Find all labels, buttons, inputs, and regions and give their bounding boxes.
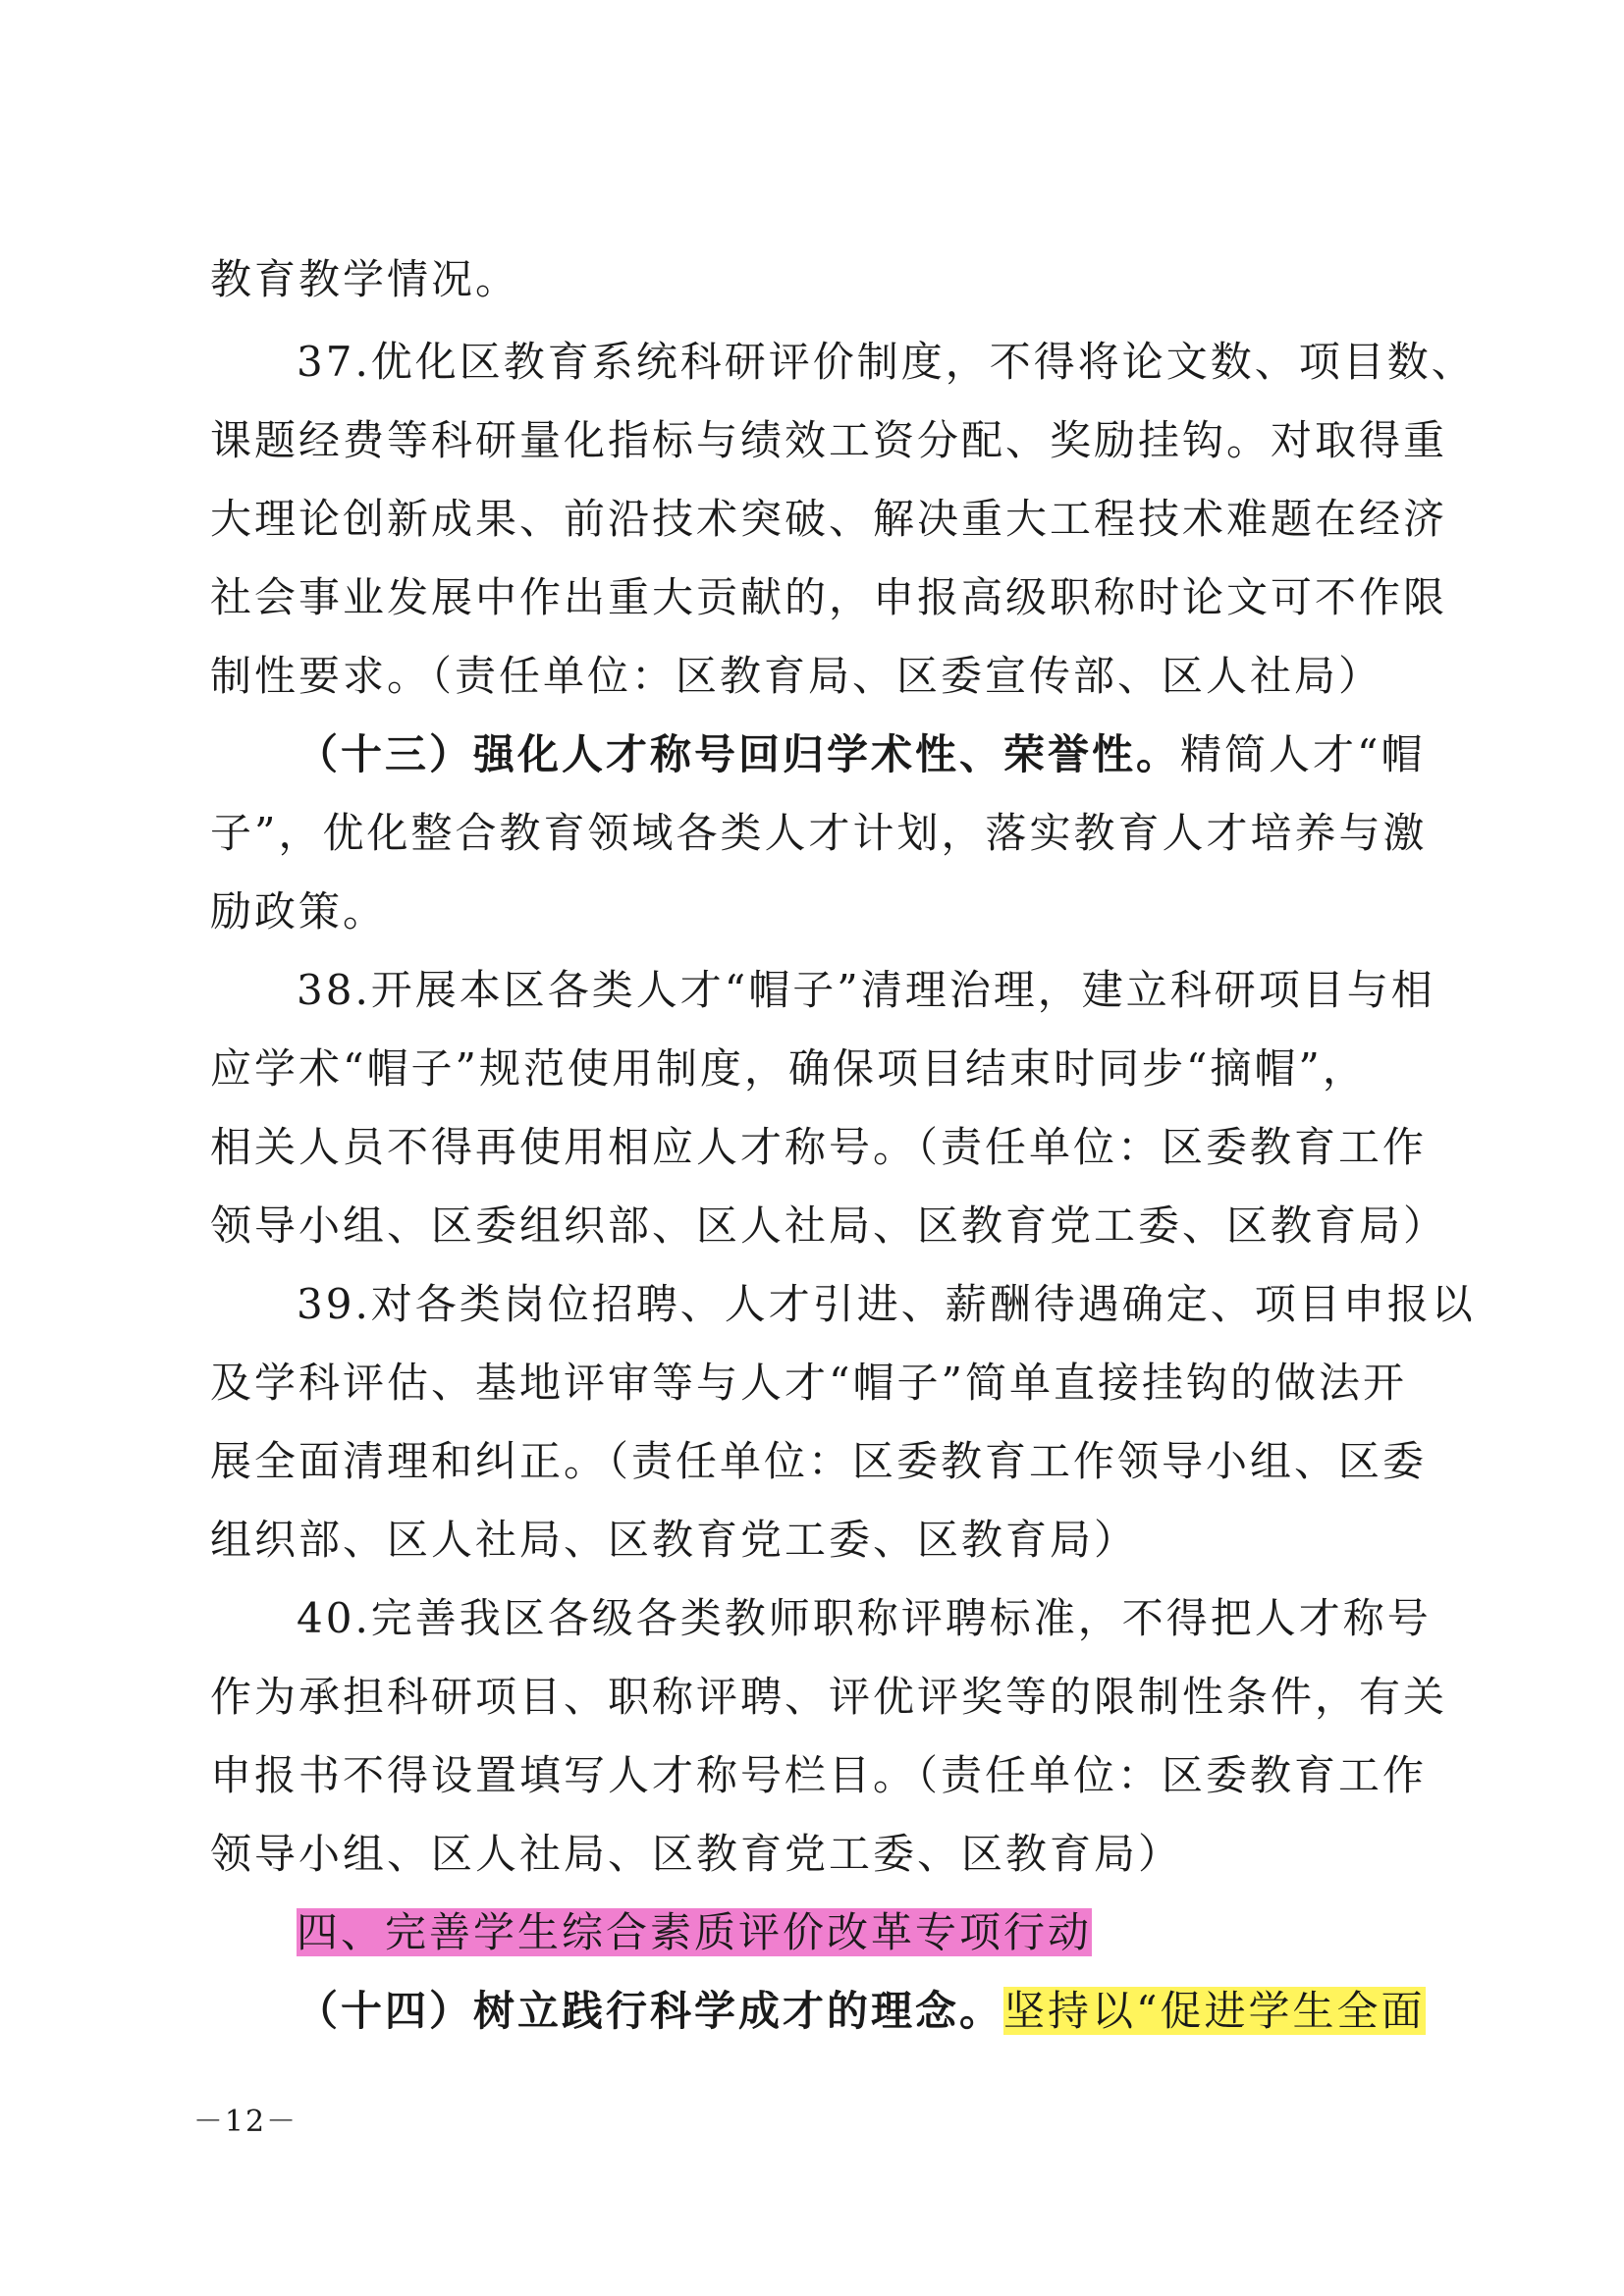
paragraph-line: 应学术“帽子”规范使用制度，确保项目结束时同步“摘帽”， [210,1044,1367,1093]
paragraph-line: 领导小组、区人社局、区教育党工委、区教育局） [210,1830,1183,1878]
paragraph-line: 社会事业发展中作出重大贡献的，申报高级职称时论文可不作限 [210,573,1448,621]
section-heading: （十四）树立践行科学成才的理念。 [297,1987,1004,2035]
paragraph-line: 作为承担科研项目、职称评聘、评优评奖等的限制性条件，有关 [210,1673,1448,1721]
paragraph-line: 制性要求。（责任单位：区教育局、区委宣传部、区人社局） [210,652,1383,700]
section-heading-line [297,724,1426,785]
paragraph-line: 申报书不得设置填写人才称号栏目。（责任单位：区委教育工作 [210,1751,1428,1799]
page-number: －12－ [192,2105,298,2139]
paragraph-line: 组织部、区人社局、区教育党工委、区教育局） [210,1516,1139,1564]
paragraph-line: 39.对各类岗位招聘、人才引进、薪酬待遇确定、项目申报以 [297,1280,1476,1328]
paragraph-line: 励政策。 [210,887,388,935]
paragraph-line: 及学科评估、基地评审等与人才“帽子”简单直接挂钩的做法开 [210,1359,1407,1407]
paragraph-line: 37.优化区教育系统科研评价制度，不得将论文数、项目数、 [297,338,1476,386]
paragraph-line: 38.开展本区各类人才“帽子”清理治理，建立科研项目与相 [297,966,1435,1014]
paragraph-line: 子”，优化整合教育领域各类人才计划，落实教育人才培养与激 [210,809,1428,857]
paragraph-line: 40.完善我区各级各类教师职称评聘标准，不得把人才称号 [297,1594,1432,1642]
paragraph-line: 展全面清理和纠正。（责任单位：区委教育工作领导小组、区委 [210,1437,1428,1485]
section-heading-line [297,1981,1426,2042]
paragraph-line: 教育教学情况。 [210,255,520,303]
paragraph-line: 大理论创新成果、前沿技术突破、解决重大工程技术难题在经济 [210,495,1448,543]
paragraph-line: 领导小组、区委组织部、区人社局、区教育党工委、区教育局） [210,1201,1448,1250]
paragraph-line: 相关人员不得再使用相应人才称号。（责任单位：区委教育工作 [210,1123,1428,1171]
paragraph-line: 课题经费等科研量化指标与绩效工资分配、奖励挂钩。对取得重 [210,416,1448,464]
highlighted-text: 坚持以“促进学生全面 [1003,1987,1426,2035]
paragraph-text: 精简人才“帽 [1180,730,1426,778]
chapter-heading: 四、完善学生综合素质评价改革专项行动 [297,1908,1093,1956]
section-heading: （十三）强化人才称号回归学术性、荣誉性。 [297,730,1181,778]
chapter-heading-line [297,1902,1092,1963]
